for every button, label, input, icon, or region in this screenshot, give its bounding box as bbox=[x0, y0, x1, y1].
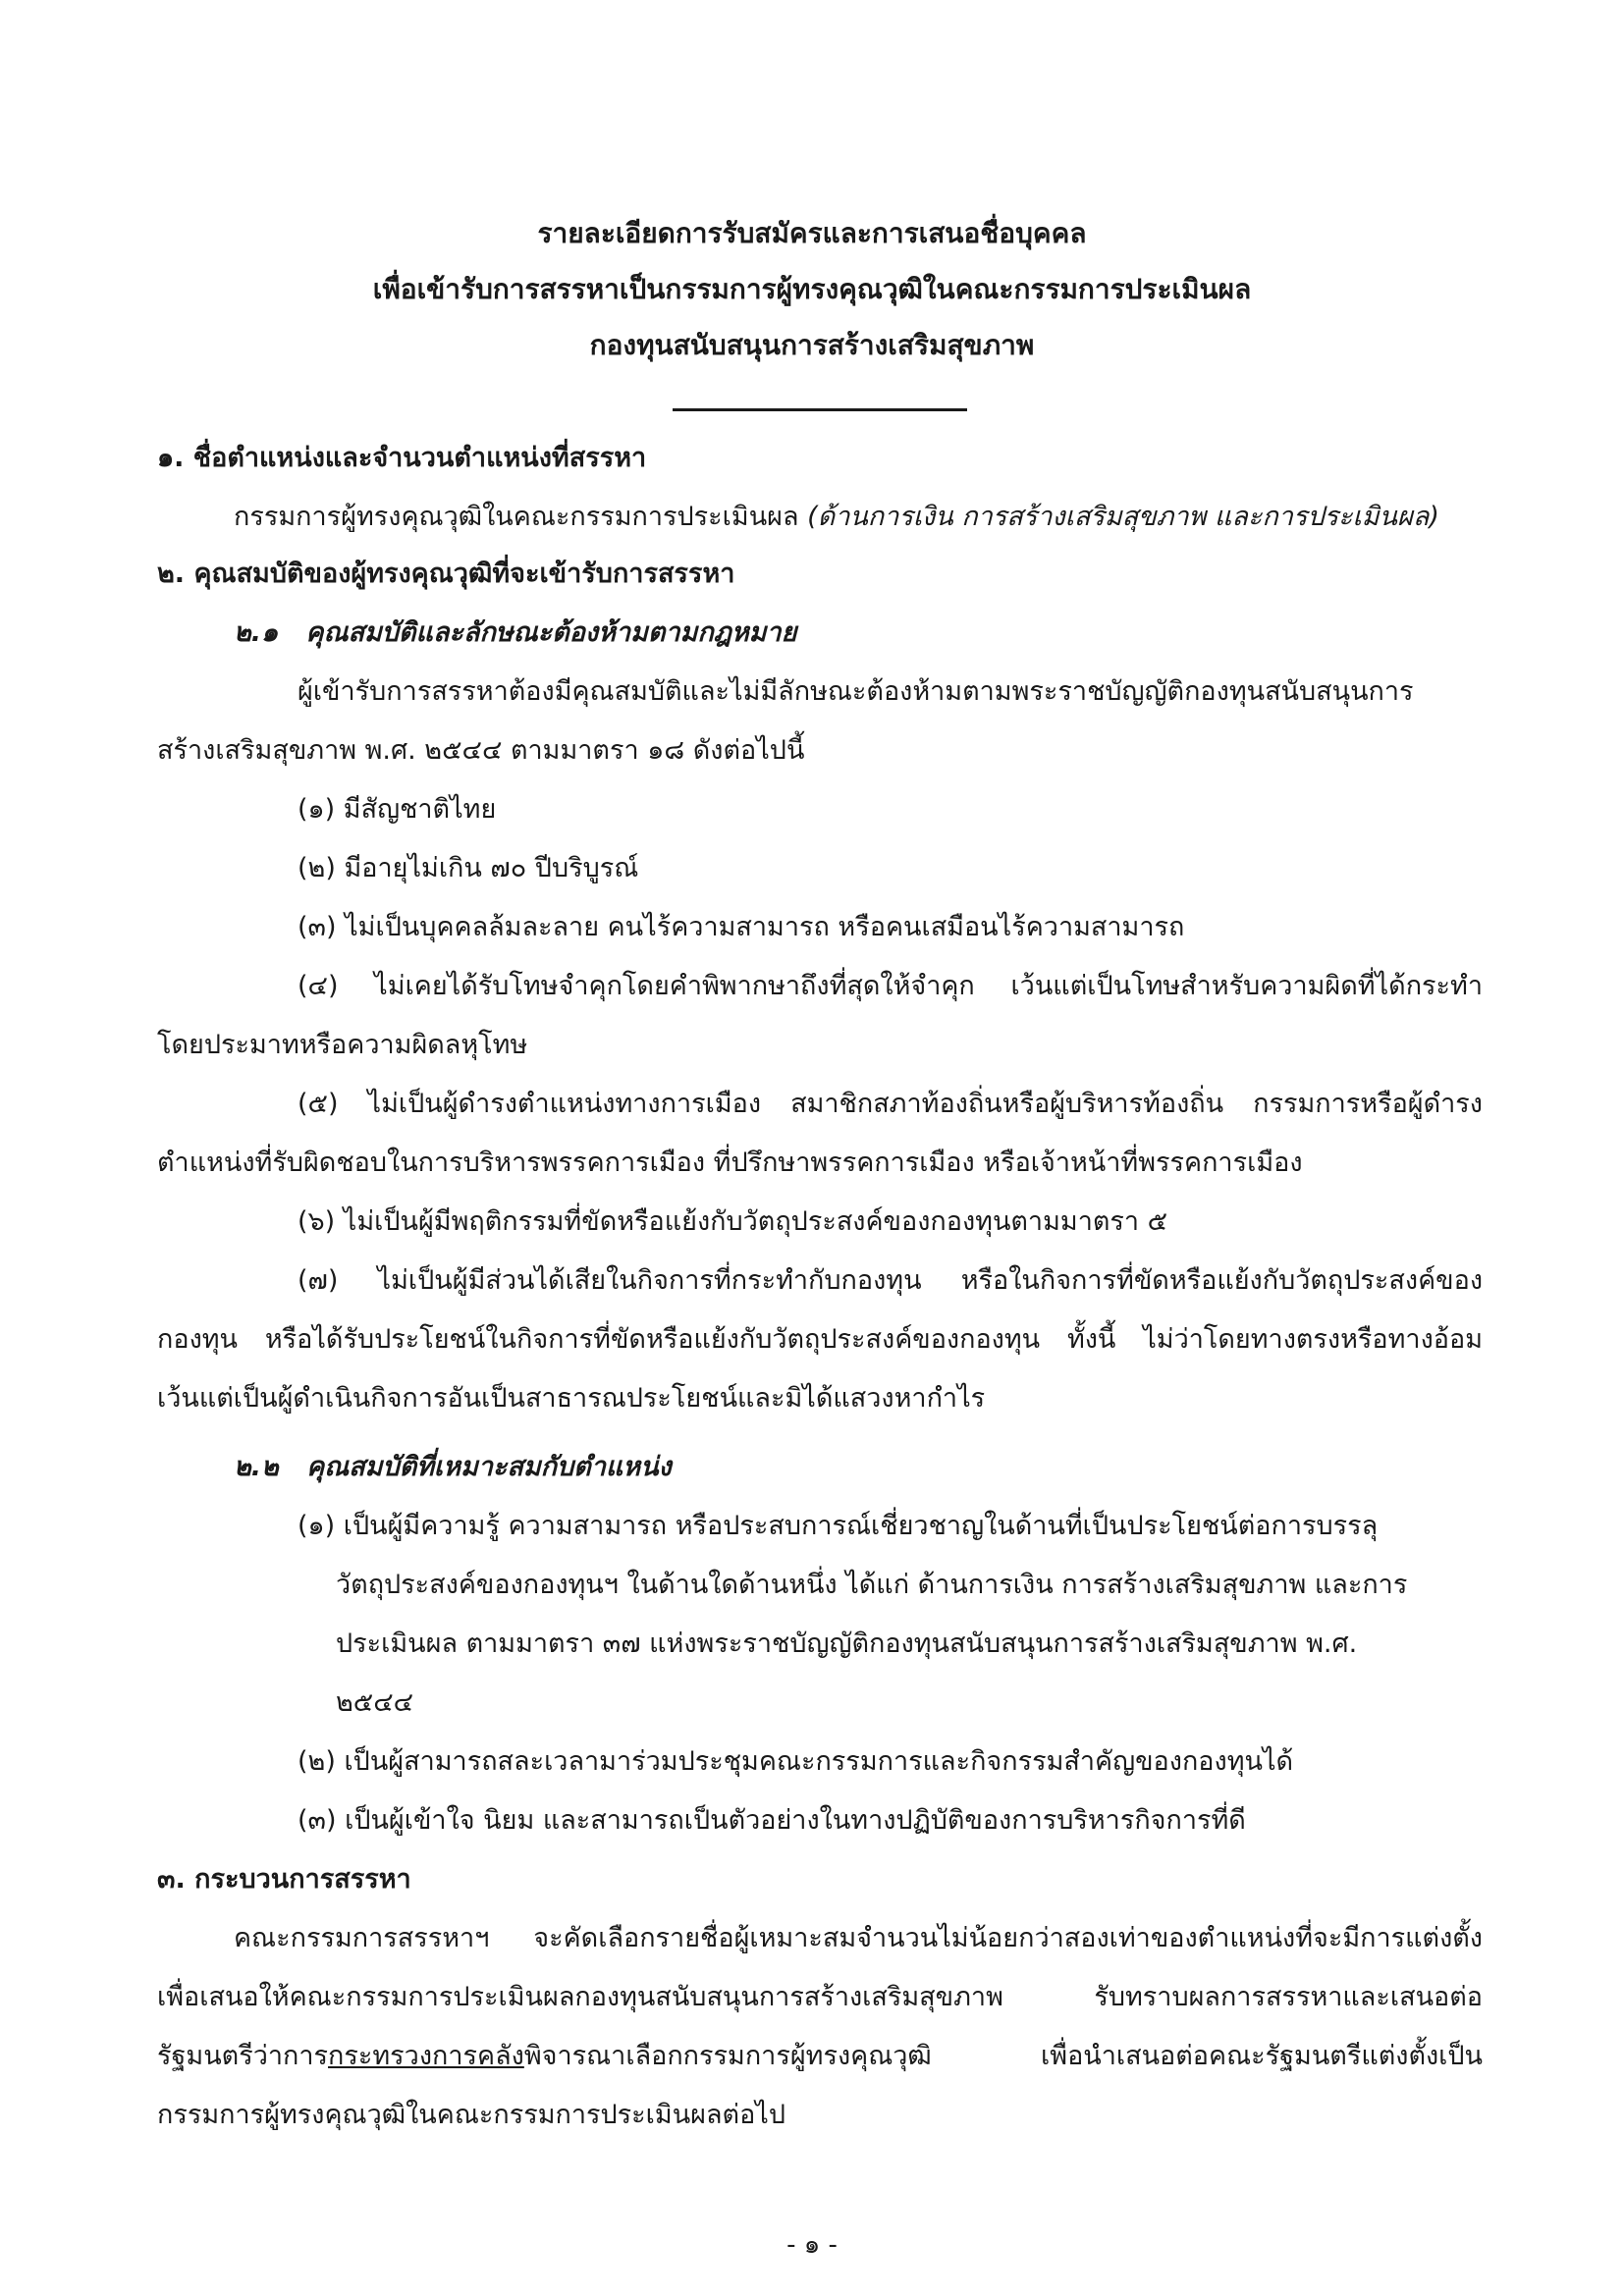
section-2-1-heading bbox=[234, 614, 796, 652]
section-2-2-number: ๒.๒ bbox=[234, 1452, 279, 1482]
page-number: - ๑ - bbox=[786, 2230, 838, 2260]
qualification-item-2: (๒) มีอายุไม่เกิน ๗๐ ปีบริบูรณ์ bbox=[298, 853, 639, 883]
qualification-item-5-line1: (๕) ไม่เป็นผู้ดำรงตำแหน่งทางการเมือง สมาชิกสภาท้องถิ่นหรือผู้บริหารท้องถิ่น กรรมการหรือผู้ดำรง bbox=[298, 1089, 1483, 1119]
suitable-item-2: (๒) เป็นผู้สามารถสละเวลามาร่วมประชุมคณะกรรมการและกิจกรรมสำคัญของกองทุนได้ bbox=[298, 1746, 1294, 1777]
section-2-1-intro-line2: สร้างเสริมสุขภาพ พ.ศ. ๒๕๔๔ ตามมาตรา ๑๘ ดังต่อไปนี้ bbox=[157, 735, 805, 766]
section-2-1-intro-line1: ผู้เข้ารับการสรรหาต้องมีคุณสมบัติและไม่มีลักษณะต้องห้ามตามพระราชบัญญัติกองทุนสนับสนุนการ bbox=[298, 676, 1414, 707]
section-3-line3: รัฐมนตรีว่าการกระทรวงการคลังพิจารณาเลือกกรรมการผู้ทรงคุณวุฒิ เพื่อนำเสนอต่อคณะรัฐมนตรีแต่งตั้งเป็น bbox=[157, 2041, 1483, 2071]
suitable-item-1-line2: วัตถุประสงค์ของกองทุนฯ ในด้านใดด้านหนึ่ง ได้แก่ ด้านการเงิน การสร้างเสริมสุขภาพ และการ bbox=[336, 1570, 1408, 1600]
section-3-heading: ๓. กระบวนการสรรหา bbox=[157, 1864, 411, 1895]
title-divider bbox=[673, 408, 967, 411]
section-2-2-title: คุณสมบัติที่เหมาะสมกับตำแหน่ง bbox=[306, 1452, 672, 1482]
section-2-2-heading bbox=[234, 1449, 672, 1486]
suitable-item-3: (๓) เป็นผู้เข้าใจ นิยม และสามารถเป็นตัวอย่างในทางปฏิบัติของการบริหารกิจการที่ดี bbox=[298, 1805, 1246, 1836]
qualification-item-7-line2: กองทุน หรือได้รับประโยชน์ในกิจการที่ขัดหรือแย้งกับวัตถุประสงค์ของกองทุน ทั้งนี้ ไม่ว่าโดยทางตรงหรือทางอ้อม bbox=[157, 1324, 1483, 1355]
title-line-3: กองทุนสนับสนุนการสร้างเสริมสุขภาพ bbox=[589, 329, 1035, 361]
section-1-fields: (ด้านการเงิน การสร้างเสริมสุขภาพ และการประเมินผล) bbox=[807, 502, 1439, 532]
qualification-item-4-line1: (๔) ไม่เคยได้รับโทษจำคุกโดยคำพิพากษาถึงที่สุดให้จำคุก เว้นแต่เป็นโทษสำหรับความผิดที่ได้กระทำ bbox=[298, 971, 1483, 1001]
suitable-item-1-line3: ประเมินผล ตามมาตรา ๓๗ แห่งพระราชบัญญัติกองทุนสนับสนุนการสร้างเสริมสุขภาพ พ.ศ. bbox=[336, 1629, 1358, 1659]
suitable-item-1-line4: ๒๕๔๔ bbox=[336, 1687, 414, 1718]
section-2-1-number: ๒.๑ bbox=[234, 617, 279, 648]
section-1-heading: ๑. ชื่อตำแหน่งและจำนวนตำแหน่งที่สรรหา bbox=[157, 443, 647, 473]
qualification-item-5-line2: ตำแหน่งที่รับผิดชอบในการบริหารพรรคการเมือง ที่ปรึกษาพรรคการเมือง หรือเจ้าหน้าที่พรรคการเมือง bbox=[157, 1148, 1303, 1178]
section-3-line2: เพื่อเสนอให้คณะกรรมการประเมินผลกองทุนสนับสนุนการสร้างเสริมสุขภาพ รับทราบผลการสรรหาและเสนอต่อ bbox=[157, 1982, 1483, 2012]
section-2-1-title: คุณสมบัติและลักษณะต้องห้ามตามกฎหมาย bbox=[305, 617, 797, 648]
qualification-item-1: (๑) มีสัญชาติไทย bbox=[298, 794, 497, 825]
ministry-of-finance: กระทรวงการคลัง bbox=[328, 2041, 524, 2071]
qualification-item-3: (๓) ไม่เป็นบุคคลล้มละลาย คนไร้ความสามารถ หรือคนเสมือนไร้ความสามารถ bbox=[298, 912, 1185, 942]
title-line-1: รายละเอียดการรับสมัครและการเสนอชื่อบุคคล bbox=[537, 217, 1087, 249]
title-line-2: เพื่อเข้ารับการสรรหาเป็นกรรมการผู้ทรงคุณวุฒิในคณะกรรมการประเมินผล bbox=[372, 273, 1252, 305]
qualification-item-7-line1: (๗) ไม่เป็นผู้มีส่วนได้เสียในกิจการที่กระทำกับกองทุน หรือในกิจการที่ขัดหรือแย้งกับวัตถุประสงค์ของ bbox=[298, 1265, 1483, 1296]
section-3-line1: คณะกรรมการสรรหาฯ จะคัดเลือกรายชื่อผู้เหมาะสมจำนวนไม่น้อยกว่าสองเท่าของตำแหน่งที่จะมีการแต่งตั้ง bbox=[234, 1923, 1483, 1953]
section-2-heading: ๒. คุณสมบัติของผู้ทรงคุณวุฒิที่จะเข้ารับการสรรหา bbox=[157, 559, 735, 589]
section-1-position: กรรมการผู้ทรงคุณวุฒิในคณะกรรมการประเมินผล bbox=[234, 502, 808, 532]
section-3-line4: กรรมการผู้ทรงคุณวุฒิในคณะกรรมการประเมินผลต่อไป bbox=[157, 2100, 785, 2130]
suitable-item-1-line1: (๑) เป็นผู้มีความรู้ ความสามารถ หรือประสบการณ์เชี่ยวชาญในด้านที่เป็นประโยชน์ต่อการบรรลุ bbox=[298, 1511, 1379, 1541]
qualification-item-6: (๖) ไม่เป็นผู้มีพฤติกรรมที่ขัดหรือแย้งกับวัตถุประสงค์ของกองทุนตามมาตรา ๕ bbox=[298, 1206, 1168, 1237]
qualification-item-4-line2: โดยประมาทหรือความผิดลหุโทษ bbox=[157, 1030, 528, 1060]
qualification-item-7-line3: เว้นแต่เป็นผู้ดำเนินกิจการอันเป็นสาธารณประโยชน์และมิได้แสวงหากำไร bbox=[157, 1383, 986, 1414]
section-1-text bbox=[234, 499, 1439, 536]
